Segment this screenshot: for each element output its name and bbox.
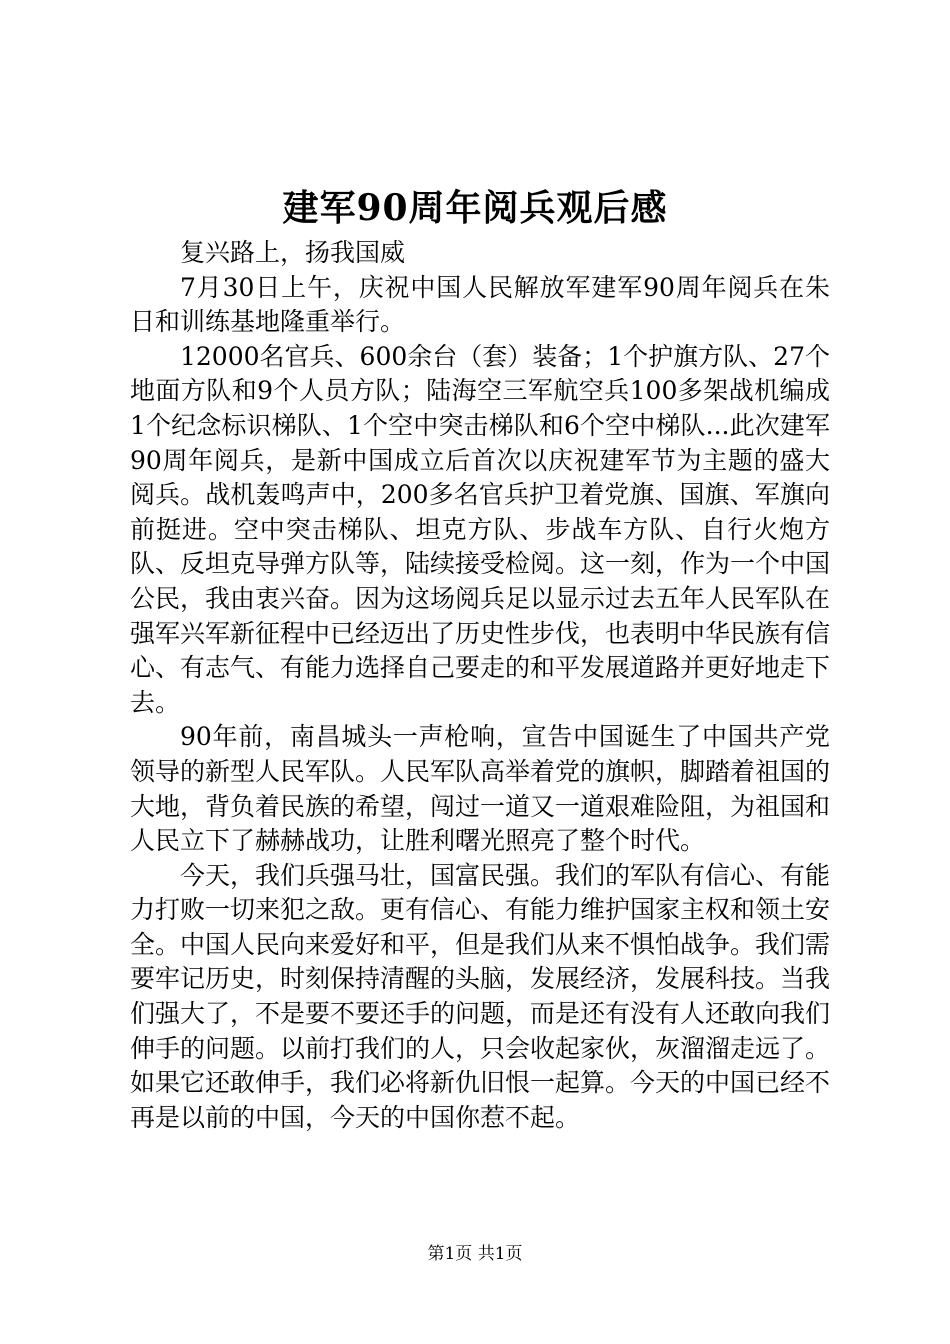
page-number-footer: 第1页 共1页 bbox=[427, 1244, 523, 1264]
document-title: 建军90周年阅兵观后感 bbox=[282, 187, 668, 229]
paragraph: 12000名官兵、600余台（套）装备；1个护旗方队、27个地面方队和9个人员方队；陆海空三军航空兵100多架战机编成1个纪念标识梯队、1个空中突击梯队和6个空中梯队...此次建军90周年阅兵，是新中国成立后首次以庆祝建军节为主题的盛大阅兵。战机轰鸣声中，200多名官兵护卫着党旗、国旗、军旗向前挺进。空中突击梯队、坦克方队、步战车方队、自行火炮方队、反坦克导弹方队等，陆续接受检阅。这一刻，作为一个中国公民，我由衷兴奋。因为这场阅兵足以显示过去五年人民军队在强军兴军新征程中已经迈出了历史性步伐，也表明中华民族有信心、有志气、有能力选择自己要走的和平发展道路并更好地走下去。 bbox=[130, 341, 831, 717]
paragraph: 90年前，南昌城头一声枪响，宣告中国诞生了中国共产党领导的新型人民军队。人民军队高举着党的旗帜，脚踏着祖国的大地，背负着民族的希望，闯过一道又一道艰难险阻，为祖国和人民立下了赫赫战功，让胜利曙光照亮了整个时代。 bbox=[130, 722, 831, 856]
paragraph-subtitle: 复兴路上，扬我国威 bbox=[180, 238, 406, 267]
document-body bbox=[130, 236, 830, 1135]
paragraph: 7月30日上午，庆祝中国人民解放军建军90周年阅兵在朱日和训练基地隆重举行。 bbox=[130, 272, 830, 337]
paragraph: 今天，我们兵强马壮，国富民强。我们的军队有信心、有能力打败一切来犯之敌。更有信心、有能力维护国家主权和领土安全。中国人民向来爱好和平，但是我们从来不惧怕战争。我们需要牢记历史，时刻保持清醒的头脑，发展经济，发展科技。当我们强大了，不是要不要还手的问题，而是还有没有人还敢向我们伸手的问题。以前打我们的人，只会收起家伙，灰溜溜走远了。如果它还敢伸手，我们必将新仇旧恨一起算。今天的中国已经不再是以前的中国，今天的中国你惹不起。 bbox=[130, 860, 831, 1132]
